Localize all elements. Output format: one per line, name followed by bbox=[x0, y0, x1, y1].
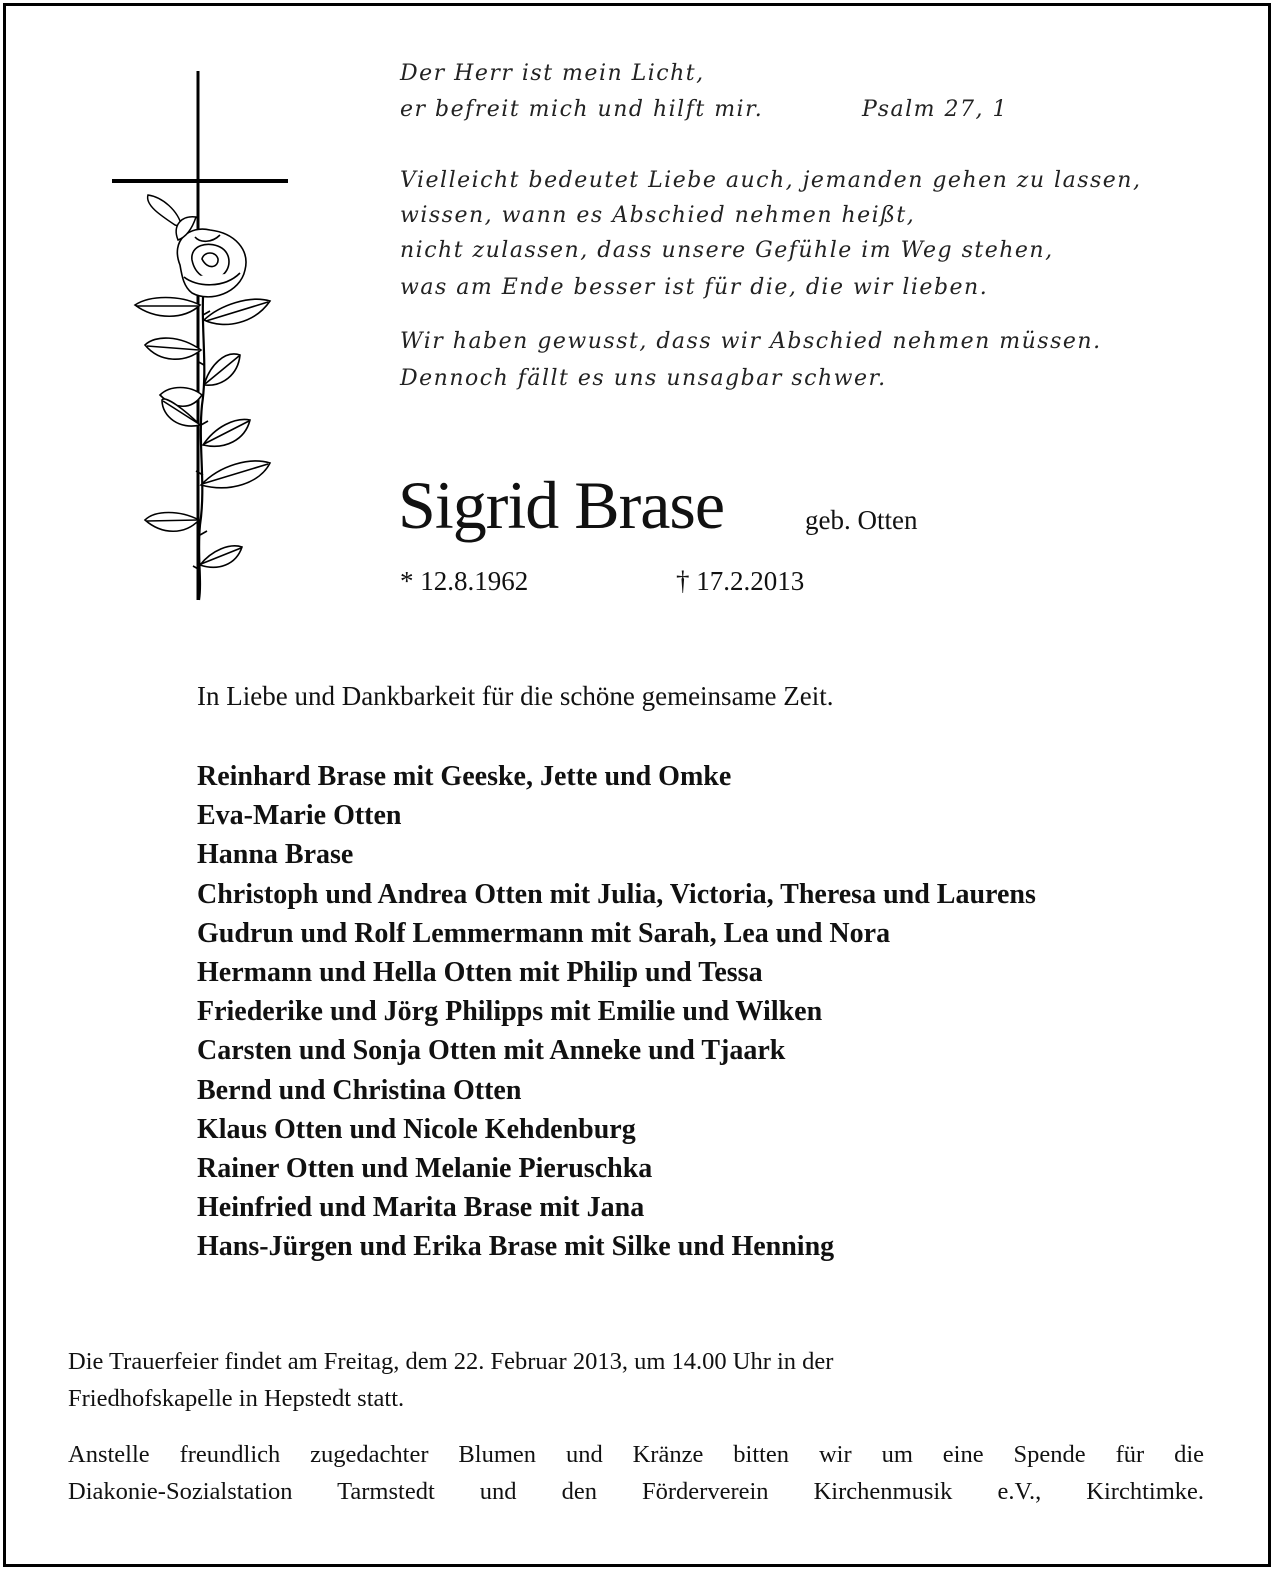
funeral-line-2: Friedhofskapelle in Hepstedt statt. bbox=[68, 1385, 405, 1412]
mourner-name: Rainer Otten und Melanie Pieruschka bbox=[197, 1153, 653, 1185]
mourner-name: Hermann und Hella Otten mit Philip und Tessa bbox=[197, 957, 763, 989]
funeral-line-1: Die Trauerfeier findet am Freitag, dem 22. Februar 2013, um 14.00 Uhr in der bbox=[68, 1348, 834, 1375]
cross-with-rose-icon bbox=[100, 65, 300, 605]
birth-date: * 12.8.1962 bbox=[400, 566, 529, 596]
dedication: In Liebe und Dankbarkeit für die schöne gemeinsame Zeit. bbox=[197, 681, 834, 711]
maiden-name: geb. Otten bbox=[805, 505, 918, 535]
psalm-line-2: er befreit mich und hilft mir. bbox=[400, 97, 764, 122]
mourner-name: Gudrun und Rolf Lemmermann mit Sarah, Lea und Nora bbox=[197, 917, 891, 949]
poem-line-2: wissen, wann es Abschied nehmen heißt, bbox=[400, 203, 916, 228]
psalm-line-1: Der Herr ist mein Licht, bbox=[400, 61, 705, 86]
mourners-list bbox=[197, 757, 1036, 1267]
deceased-name: Sigrid Brase bbox=[398, 467, 725, 543]
mourner-name: Hans-Jürgen und Erika Brase mit Silke und Henning bbox=[197, 1231, 835, 1263]
mourner-name: Reinhard Brase mit Geeske, Jette und Omke bbox=[197, 761, 732, 792]
mourner-name: Eva-Marie Otten bbox=[197, 800, 402, 832]
mourner-name: Bernd und Christina Otten bbox=[197, 1074, 522, 1106]
poem-line-3: nicht zulassen, dass unsere Gefühle im Weg stehen, bbox=[400, 238, 1054, 263]
farewell-line-2: Dennoch fällt es uns unsagbar schwer. bbox=[400, 366, 887, 391]
farewell-line-1: Wir haben gewusst, dass wir Abschied nehmen müssen. bbox=[400, 329, 1102, 354]
mourner-name: Friederike und Jörg Philipps mit Emilie und Wilken bbox=[197, 996, 823, 1028]
donation-line-2: Diakonie-Sozialstation Tarmstedt und den Förderverein Kirchenmusik e.V., Kirchtimke. bbox=[68, 1478, 1204, 1505]
mourner-name: Klaus Otten und Nicole Kehdenburg bbox=[197, 1113, 636, 1145]
mourner-name: Hanna Brase bbox=[197, 839, 354, 871]
mourner-name: Heinfried und Marita Brase mit Jana bbox=[197, 1192, 645, 1224]
death-date: † 17.2.2013 bbox=[676, 566, 805, 596]
poem-line-1: Vielleicht bedeutet Liebe auch, jemanden gehen zu lassen, bbox=[400, 168, 1142, 193]
mourner-name: Christoph und Andrea Otten mit Julia, Victoria, Theresa und Laurens bbox=[197, 878, 1036, 910]
mourner-name: Carsten und Sonja Otten mit Anneke und Tjaark bbox=[197, 1035, 786, 1067]
psalm-reference: Psalm 27, 1 bbox=[862, 97, 1008, 122]
poem-line-4: was am Ende besser ist für die, die wir lieben. bbox=[400, 275, 989, 300]
donation-line-1: Anstelle freundlich zugedachter Blumen und Kränze bitten wir um eine Spende für die bbox=[68, 1441, 1204, 1468]
